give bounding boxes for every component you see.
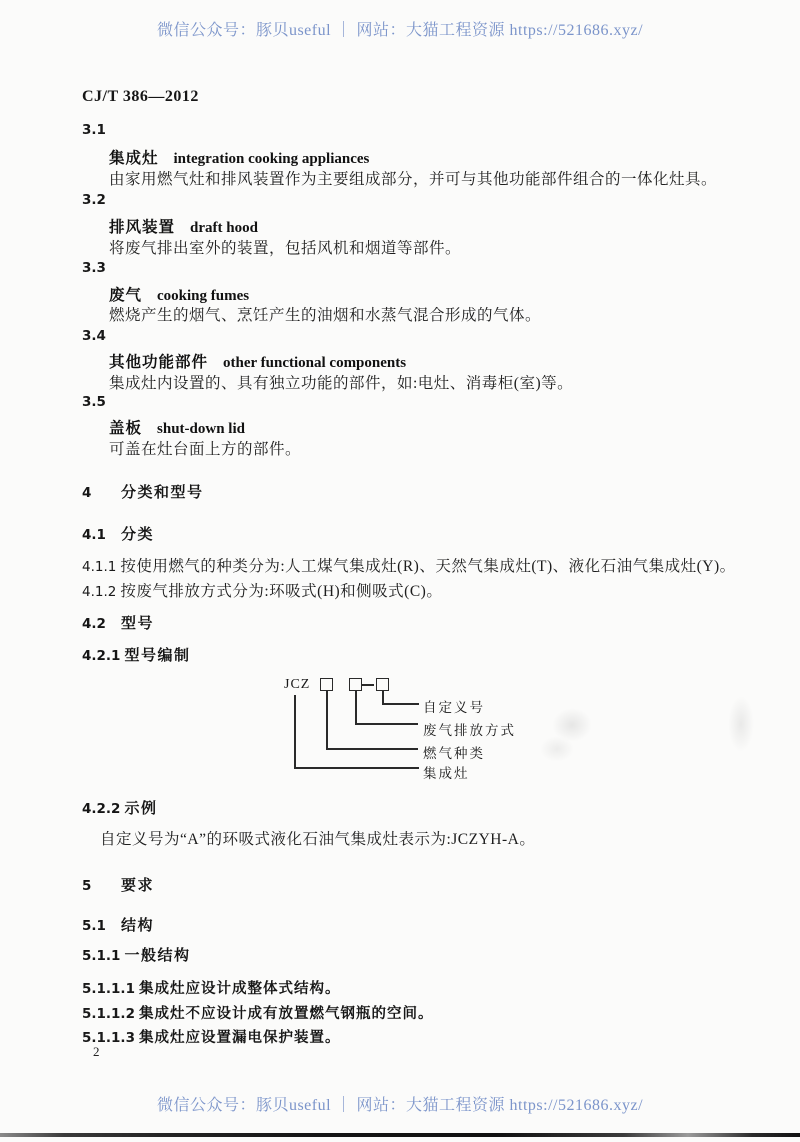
section-title: 结构	[121, 916, 155, 934]
section-heading-5-1-1	[82, 944, 190, 965]
clause-text: 按使用燃气的种类分为:人工煤气集成灶(R)、天然气集成灶(T)、液化石油气集成灶(Y)。	[120, 558, 736, 575]
section-heading-4	[82, 481, 204, 502]
term-en: shut-down lid	[157, 421, 245, 437]
scan-smudge	[728, 696, 754, 752]
term-definition: 集成灶内设置的、具有独立功能的部件，如:电灶、消毒柜(室)等。	[109, 375, 574, 392]
scan-smudge	[552, 708, 592, 742]
section-number: 4.2.1	[82, 648, 121, 664]
clause-number: 5.1.1.2	[82, 1006, 135, 1022]
diagram-connector-line	[326, 691, 328, 748]
doc-number: CJ/T 386—2012	[82, 88, 199, 105]
term-number: 3.2	[82, 192, 106, 208]
diagram-connector-line	[355, 691, 357, 723]
clause-text: 集成灶不应设计成有放置燃气钢瓶的空间。	[138, 1006, 434, 1022]
section-heading-5-1	[82, 914, 154, 935]
term-en: other functional components	[223, 355, 407, 371]
term-definition: 由家用燃气灶和排风装置作为主要组成部分，并可与其他功能部件组合的一体化灶具。	[109, 171, 718, 188]
clause-4-1-1	[82, 554, 736, 576]
section-heading-4-2-2	[82, 797, 157, 818]
section-title: 分类	[121, 525, 155, 543]
scan-edge-line	[0, 1133, 800, 1137]
footer-watermark: 微信公众号：豚贝useful ｜ 网站：大猫工程资源 https://521686.xyz/	[156, 1097, 644, 1114]
section-title: 一般结构	[124, 946, 191, 964]
diagram-dash	[362, 684, 374, 686]
diagram-connector-line	[355, 723, 418, 725]
section-number: 5.1	[82, 918, 106, 934]
clause-text: 集成灶应设置漏电保护装置。	[138, 1030, 341, 1046]
clause-5-1-1-3	[82, 1026, 340, 1047]
term-title	[109, 416, 245, 438]
section-number: 4.1	[82, 527, 106, 543]
section-title: 要求	[121, 876, 155, 894]
diagram-connector-line	[382, 703, 419, 705]
diagram-label-gas-type: 燃气种类	[423, 746, 485, 761]
term-number: 3.1	[82, 122, 106, 138]
term-title	[109, 146, 369, 168]
diagram-box-custom-code	[376, 678, 389, 691]
clause-text: 集成灶应设计成整体式结构。	[138, 981, 341, 997]
diagram-label-custom-code: 自定义号	[423, 700, 485, 715]
term-title	[109, 283, 249, 305]
term-definition: 燃烧产生的烟气、烹饪产生的油烟和水蒸气混合形成的气体。	[109, 307, 542, 324]
term-title	[109, 350, 406, 372]
header-watermark: 微信公众号：豚贝useful ｜ 网站：大猫工程资源 https://521686.xyz/	[156, 22, 644, 39]
section-title: 型号编制	[124, 646, 191, 664]
term-cn: 废气	[109, 286, 143, 304]
section-heading-5	[82, 874, 154, 895]
term-definition: 可盖在灶台面上方的部件。	[109, 441, 302, 458]
page-number: 2	[93, 1044, 100, 1059]
diagram-connector-line	[326, 748, 418, 750]
diagram-label-appliance: 集成灶	[423, 766, 470, 781]
diagram-label-exhaust-mode: 废气排放方式	[423, 723, 516, 738]
section-heading-4-2	[82, 612, 154, 633]
clause-number: 5.1.1.3	[82, 1030, 135, 1046]
clause-number: 4.1.1	[82, 559, 117, 575]
term-cn: 其他功能部件	[109, 353, 209, 371]
term-en: cooking fumes	[157, 288, 250, 304]
clause-4-1-2	[82, 579, 442, 601]
term-cn: 集成灶	[109, 149, 159, 167]
section-heading-4-1	[82, 523, 154, 544]
term-cn: 排风装置	[109, 218, 176, 236]
section-title: 分类和型号	[121, 483, 204, 501]
section-title: 示例	[124, 799, 158, 817]
diagram-prefix-code: JCZ	[284, 677, 311, 692]
term-definition: 将废气排出室外的装置，包括风机和烟道等部件。	[109, 240, 462, 257]
term-title	[109, 215, 258, 237]
scan-smudge	[540, 736, 574, 762]
term-number: 3.4	[82, 328, 106, 344]
example-text: 自定义号为“A”的环吸式液化石油气集成灶表示为:JCZYH-A。	[100, 831, 536, 848]
term-number: 3.5	[82, 394, 106, 410]
section-number: 4.2.2	[82, 801, 121, 817]
term-cn: 盖板	[109, 419, 143, 437]
term-en: integration cooking appliances	[173, 151, 370, 167]
diagram-connector-line	[294, 695, 296, 767]
section-title: 型号	[121, 614, 155, 632]
section-heading-4-2-1	[82, 644, 190, 665]
section-number: 5	[82, 878, 92, 894]
clause-5-1-1-1	[82, 977, 340, 998]
clause-text: 按废气排放方式分为:环吸式(H)和侧吸式(C)。	[120, 583, 443, 600]
term-number: 3.3	[82, 260, 106, 276]
section-number: 4	[82, 485, 92, 501]
diagram-connector-line	[294, 767, 419, 769]
clause-5-1-1-2	[82, 1002, 433, 1023]
diagram-box-gas-type	[320, 678, 333, 691]
diagram-connector-line	[382, 691, 384, 703]
section-number: 4.2	[82, 616, 106, 632]
section-number: 5.1.1	[82, 948, 121, 964]
term-en: draft hood	[190, 220, 258, 236]
diagram-box-exhaust-mode	[349, 678, 362, 691]
clause-number: 4.1.2	[82, 584, 117, 600]
clause-number: 5.1.1.1	[82, 981, 135, 997]
